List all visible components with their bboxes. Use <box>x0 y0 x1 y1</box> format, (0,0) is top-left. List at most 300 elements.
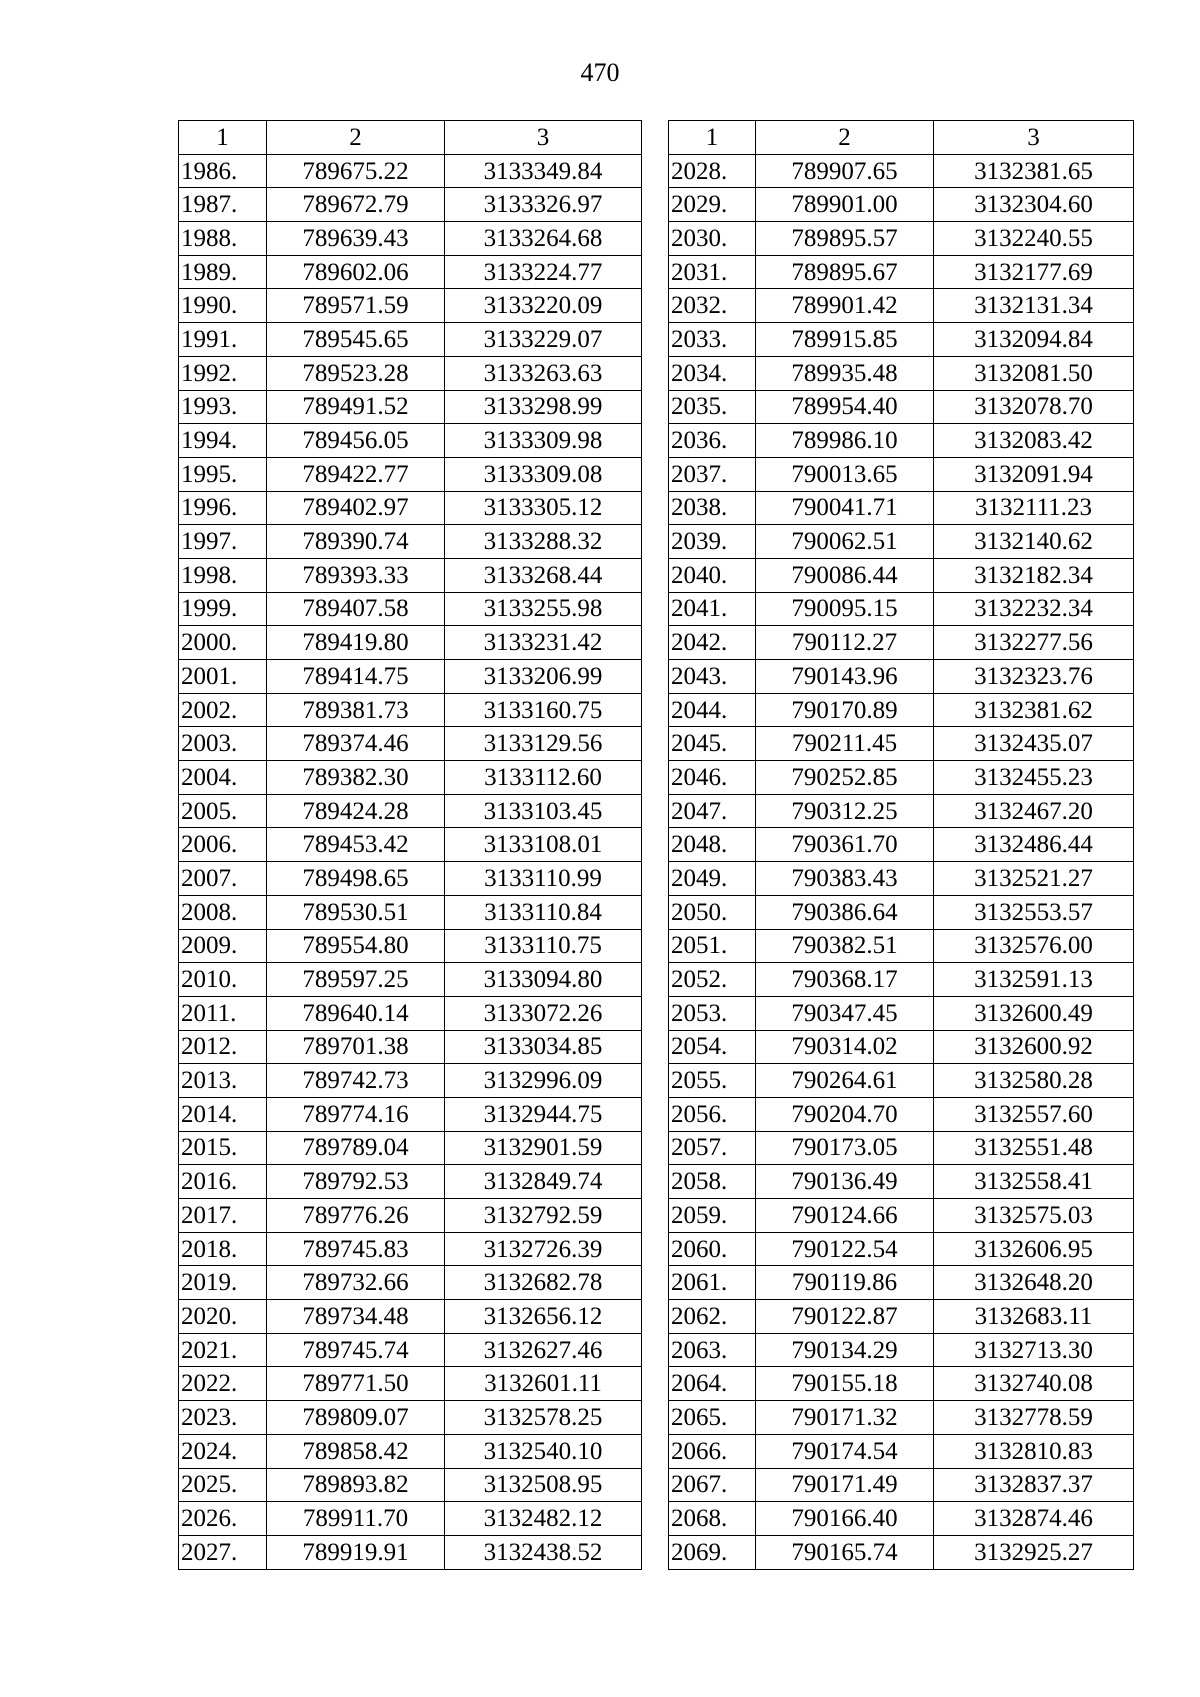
point-number-cell: 2045. <box>669 727 756 761</box>
y-coordinate-cell: 3132682.78 <box>445 1266 642 1300</box>
x-coordinate-cell: 789422.77 <box>267 457 445 491</box>
x-coordinate-cell: 790252.85 <box>756 761 934 795</box>
point-number-cell: 2041. <box>669 592 756 626</box>
y-coordinate-cell: 3132648.20 <box>934 1266 1134 1300</box>
table-row <box>179 895 642 929</box>
y-coordinate-cell: 3133298.99 <box>445 390 642 424</box>
table-row <box>179 1232 642 1266</box>
table-row <box>179 794 642 828</box>
point-number-cell: 2064. <box>669 1367 756 1401</box>
point-number-cell: 2000. <box>179 626 267 660</box>
table-row <box>669 1232 1134 1266</box>
point-number-cell: 2013. <box>179 1064 267 1098</box>
y-coordinate-cell: 3132323.76 <box>934 660 1134 694</box>
table-row <box>179 761 642 795</box>
point-number-cell: 2021. <box>179 1333 267 1367</box>
table-row <box>669 1064 1134 1098</box>
point-number-cell: 2044. <box>669 693 756 727</box>
x-coordinate-cell: 790155.18 <box>756 1367 934 1401</box>
x-coordinate-cell: 790171.32 <box>756 1401 934 1435</box>
table-row <box>179 457 642 491</box>
point-number-cell: 2047. <box>669 794 756 828</box>
table-row <box>669 1434 1134 1468</box>
table-row <box>179 1401 642 1435</box>
y-coordinate-cell: 3133110.84 <box>445 895 642 929</box>
table-row <box>669 289 1134 323</box>
table-row <box>669 828 1134 862</box>
point-number-cell: 1989. <box>179 255 267 289</box>
header-cell: 1 <box>179 121 267 155</box>
y-coordinate-cell: 3133108.01 <box>445 828 642 862</box>
table-row <box>669 794 1134 828</box>
point-number-cell: 2018. <box>179 1232 267 1266</box>
point-number-cell: 2056. <box>669 1097 756 1131</box>
point-number-cell: 2027. <box>179 1535 267 1569</box>
x-coordinate-cell: 789530.51 <box>267 895 445 929</box>
x-coordinate-cell: 789381.73 <box>267 693 445 727</box>
x-coordinate-cell: 789402.97 <box>267 491 445 525</box>
y-coordinate-cell: 3132656.12 <box>445 1300 642 1334</box>
x-coordinate-cell: 789915.85 <box>756 323 934 357</box>
header-cell: 3 <box>934 121 1134 155</box>
page-number: 470 <box>580 58 620 87</box>
point-number-cell: 2016. <box>179 1165 267 1199</box>
point-number-cell: 1988. <box>179 222 267 256</box>
table-row <box>669 424 1134 458</box>
x-coordinate-cell: 790204.70 <box>756 1097 934 1131</box>
table-row <box>179 626 642 660</box>
x-coordinate-cell: 789986.10 <box>756 424 934 458</box>
point-number-cell: 1999. <box>179 592 267 626</box>
x-coordinate-cell: 790368.17 <box>756 963 934 997</box>
point-number-cell: 2029. <box>669 188 756 222</box>
table-row <box>669 1300 1134 1334</box>
point-number-cell: 2009. <box>179 929 267 963</box>
x-coordinate-cell: 790086.44 <box>756 558 934 592</box>
header-cell: 2 <box>756 121 934 155</box>
table-row <box>179 929 642 963</box>
x-coordinate-cell: 789701.38 <box>267 1030 445 1064</box>
x-coordinate-cell: 789858.42 <box>267 1434 445 1468</box>
table-row <box>669 996 1134 1030</box>
x-coordinate-cell: 789742.73 <box>267 1064 445 1098</box>
table-row <box>179 1367 642 1401</box>
x-coordinate-cell: 789419.80 <box>267 626 445 660</box>
y-coordinate-cell: 3132557.60 <box>934 1097 1134 1131</box>
table-row <box>669 963 1134 997</box>
x-coordinate-cell: 790211.45 <box>756 727 934 761</box>
point-number-cell: 2066. <box>669 1434 756 1468</box>
x-coordinate-cell: 790013.65 <box>756 457 934 491</box>
point-number-cell: 2001. <box>179 660 267 694</box>
coordinates-table-left <box>178 120 642 1570</box>
table-row <box>669 390 1134 424</box>
x-coordinate-cell: 789774.16 <box>267 1097 445 1131</box>
x-coordinate-cell: 789498.65 <box>267 862 445 896</box>
point-number-cell: 2020. <box>179 1300 267 1334</box>
y-coordinate-cell: 3133206.99 <box>445 660 642 694</box>
x-coordinate-cell: 789554.80 <box>267 929 445 963</box>
point-number-cell: 2006. <box>179 828 267 862</box>
y-coordinate-cell: 3132081.50 <box>934 356 1134 390</box>
table-row <box>179 1165 642 1199</box>
table-row <box>669 255 1134 289</box>
table-row <box>669 761 1134 795</box>
table-row <box>179 996 642 1030</box>
table-row <box>179 660 642 694</box>
y-coordinate-cell: 3132558.41 <box>934 1165 1134 1199</box>
table-row <box>669 693 1134 727</box>
point-number-cell: 2055. <box>669 1064 756 1098</box>
point-number-cell: 2061. <box>669 1266 756 1300</box>
y-coordinate-cell: 3133129.56 <box>445 727 642 761</box>
point-number-cell: 2049. <box>669 862 756 896</box>
x-coordinate-cell: 790171.49 <box>756 1468 934 1502</box>
point-number-cell: 2040. <box>669 558 756 592</box>
y-coordinate-cell: 3133263.63 <box>445 356 642 390</box>
point-number-cell: 1990. <box>179 289 267 323</box>
point-number-cell: 1986. <box>179 154 267 188</box>
point-number-cell: 2007. <box>179 862 267 896</box>
table-row <box>179 491 642 525</box>
y-coordinate-cell: 3133112.60 <box>445 761 642 795</box>
y-coordinate-cell: 3132740.08 <box>934 1367 1134 1401</box>
x-coordinate-cell: 789771.50 <box>267 1367 445 1401</box>
x-coordinate-cell: 789382.30 <box>267 761 445 795</box>
y-coordinate-cell: 3132944.75 <box>445 1097 642 1131</box>
y-coordinate-cell: 3132240.55 <box>934 222 1134 256</box>
y-coordinate-cell: 3132837.37 <box>934 1468 1134 1502</box>
y-coordinate-cell: 3132578.25 <box>445 1401 642 1435</box>
table-row <box>179 1097 642 1131</box>
point-number-cell: 2048. <box>669 828 756 862</box>
table-row <box>669 862 1134 896</box>
y-coordinate-cell: 3132381.62 <box>934 693 1134 727</box>
x-coordinate-cell: 789456.05 <box>267 424 445 458</box>
point-number-cell: 2017. <box>179 1199 267 1233</box>
table-row <box>179 1333 642 1367</box>
y-coordinate-cell: 3133268.44 <box>445 558 642 592</box>
x-coordinate-cell: 790314.02 <box>756 1030 934 1064</box>
y-coordinate-cell: 3132606.95 <box>934 1232 1134 1266</box>
y-coordinate-cell: 3132925.27 <box>934 1535 1134 1569</box>
x-coordinate-cell: 789935.48 <box>756 356 934 390</box>
table-row <box>179 154 642 188</box>
table-row <box>179 289 642 323</box>
table-row <box>179 693 642 727</box>
x-coordinate-cell: 789602.06 <box>267 255 445 289</box>
table-row <box>669 929 1134 963</box>
y-coordinate-cell: 3132778.59 <box>934 1401 1134 1435</box>
point-number-cell: 2024. <box>179 1434 267 1468</box>
point-number-cell: 2051. <box>669 929 756 963</box>
point-number-cell: 2034. <box>669 356 756 390</box>
y-coordinate-cell: 3132438.52 <box>445 1535 642 1569</box>
table-row <box>669 626 1134 660</box>
point-number-cell: 2050. <box>669 895 756 929</box>
x-coordinate-cell: 789776.26 <box>267 1199 445 1233</box>
y-coordinate-cell: 3132627.46 <box>445 1333 642 1367</box>
table-row <box>669 525 1134 559</box>
point-number-cell: 2060. <box>669 1232 756 1266</box>
x-coordinate-cell: 789523.28 <box>267 356 445 390</box>
y-coordinate-cell: 3133220.09 <box>445 289 642 323</box>
x-coordinate-cell: 790119.86 <box>756 1266 934 1300</box>
y-coordinate-cell: 3132094.84 <box>934 323 1134 357</box>
y-coordinate-cell: 3133229.07 <box>445 323 642 357</box>
table-row <box>669 660 1134 694</box>
point-number-cell: 1992. <box>179 356 267 390</box>
y-coordinate-cell: 3132111.23 <box>934 491 1134 525</box>
table-row <box>669 188 1134 222</box>
x-coordinate-cell: 789895.67 <box>756 255 934 289</box>
y-coordinate-cell: 3133110.75 <box>445 929 642 963</box>
point-number-cell: 1991. <box>179 323 267 357</box>
point-number-cell: 2043. <box>669 660 756 694</box>
point-number-cell: 2053. <box>669 996 756 1030</box>
x-coordinate-cell: 790095.15 <box>756 592 934 626</box>
x-coordinate-cell: 789640.14 <box>267 996 445 1030</box>
header-cell: 2 <box>267 121 445 155</box>
point-number-cell: 2038. <box>669 491 756 525</box>
table-row <box>669 592 1134 626</box>
y-coordinate-cell: 3132810.83 <box>934 1434 1134 1468</box>
x-coordinate-cell: 790361.70 <box>756 828 934 862</box>
y-coordinate-cell: 3132521.27 <box>934 862 1134 896</box>
y-coordinate-cell: 3132575.03 <box>934 1199 1134 1233</box>
y-coordinate-cell: 3132078.70 <box>934 390 1134 424</box>
point-number-cell: 2011. <box>179 996 267 1030</box>
x-coordinate-cell: 789919.91 <box>267 1535 445 1569</box>
point-number-cell: 2023. <box>179 1401 267 1435</box>
x-coordinate-cell: 789911.70 <box>267 1502 445 1536</box>
y-coordinate-cell: 3132083.42 <box>934 424 1134 458</box>
table-row <box>669 1333 1134 1367</box>
table-row <box>179 1064 642 1098</box>
x-coordinate-cell: 789745.74 <box>267 1333 445 1367</box>
y-coordinate-cell: 3132591.13 <box>934 963 1134 997</box>
y-coordinate-cell: 3133255.98 <box>445 592 642 626</box>
y-coordinate-cell: 3132177.69 <box>934 255 1134 289</box>
table-header-row <box>669 121 1134 155</box>
x-coordinate-cell: 789545.65 <box>267 323 445 357</box>
table-row <box>179 1131 642 1165</box>
x-coordinate-cell: 790174.54 <box>756 1434 934 1468</box>
table-row <box>669 457 1134 491</box>
table-row <box>669 356 1134 390</box>
y-coordinate-cell: 3132580.28 <box>934 1064 1134 1098</box>
table-row <box>179 727 642 761</box>
x-coordinate-cell: 789901.00 <box>756 188 934 222</box>
y-coordinate-cell: 3132486.44 <box>934 828 1134 862</box>
point-number-cell: 2014. <box>179 1097 267 1131</box>
point-number-cell: 2004. <box>179 761 267 795</box>
y-coordinate-cell: 3132140.62 <box>934 525 1134 559</box>
y-coordinate-cell: 3133309.98 <box>445 424 642 458</box>
table-row <box>669 1401 1134 1435</box>
x-coordinate-cell: 790170.89 <box>756 693 934 727</box>
y-coordinate-cell: 3132683.11 <box>934 1300 1134 1334</box>
x-coordinate-cell: 789893.82 <box>267 1468 445 1502</box>
y-coordinate-cell: 3133288.32 <box>445 525 642 559</box>
y-coordinate-cell: 3132792.59 <box>445 1199 642 1233</box>
x-coordinate-cell: 789374.46 <box>267 727 445 761</box>
y-coordinate-cell: 3133160.75 <box>445 693 642 727</box>
point-number-cell: 1997. <box>179 525 267 559</box>
table-row <box>179 390 642 424</box>
x-coordinate-cell: 790122.54 <box>756 1232 934 1266</box>
y-coordinate-cell: 3132381.65 <box>934 154 1134 188</box>
table-row <box>179 525 642 559</box>
y-coordinate-cell: 3132482.12 <box>445 1502 642 1536</box>
y-coordinate-cell: 3132601.11 <box>445 1367 642 1401</box>
y-coordinate-cell: 3132182.34 <box>934 558 1134 592</box>
y-coordinate-cell: 3133326.97 <box>445 188 642 222</box>
table-row <box>669 1131 1134 1165</box>
y-coordinate-cell: 3132713.30 <box>934 1333 1134 1367</box>
table-row <box>179 1199 642 1233</box>
x-coordinate-cell: 790166.40 <box>756 1502 934 1536</box>
point-number-cell: 2068. <box>669 1502 756 1536</box>
coordinates-table-right <box>668 120 1134 1570</box>
y-coordinate-cell: 3132849.74 <box>445 1165 642 1199</box>
table-row <box>179 255 642 289</box>
table-row <box>179 862 642 896</box>
x-coordinate-cell: 789789.04 <box>267 1131 445 1165</box>
y-coordinate-cell: 3133103.45 <box>445 794 642 828</box>
table-row <box>669 1535 1134 1569</box>
point-number-cell: 2028. <box>669 154 756 188</box>
y-coordinate-cell: 3133110.99 <box>445 862 642 896</box>
y-coordinate-cell: 3132435.07 <box>934 727 1134 761</box>
y-coordinate-cell: 3132131.34 <box>934 289 1134 323</box>
y-coordinate-cell: 3132553.57 <box>934 895 1134 929</box>
table-row <box>179 188 642 222</box>
x-coordinate-cell: 789745.83 <box>267 1232 445 1266</box>
table-header-row <box>179 121 642 155</box>
y-coordinate-cell: 3132874.46 <box>934 1502 1134 1536</box>
y-coordinate-cell: 3132455.23 <box>934 761 1134 795</box>
x-coordinate-cell: 789597.25 <box>267 963 445 997</box>
table-row <box>669 895 1134 929</box>
y-coordinate-cell: 3133349.84 <box>445 154 642 188</box>
table-row <box>669 1502 1134 1536</box>
x-coordinate-cell: 790264.61 <box>756 1064 934 1098</box>
point-number-cell: 2003. <box>179 727 267 761</box>
y-coordinate-cell: 3132540.10 <box>445 1434 642 1468</box>
y-coordinate-cell: 3133231.42 <box>445 626 642 660</box>
table-row <box>669 558 1134 592</box>
x-coordinate-cell: 790124.66 <box>756 1199 934 1233</box>
point-number-cell: 2015. <box>179 1131 267 1165</box>
y-coordinate-cell: 3133264.68 <box>445 222 642 256</box>
point-number-cell: 1987. <box>179 188 267 222</box>
header-cell: 1 <box>669 121 756 155</box>
point-number-cell: 2067. <box>669 1468 756 1502</box>
table-row <box>669 222 1134 256</box>
x-coordinate-cell: 789732.66 <box>267 1266 445 1300</box>
y-coordinate-cell: 3132576.00 <box>934 929 1134 963</box>
table-row <box>179 1535 642 1569</box>
x-coordinate-cell: 790112.27 <box>756 626 934 660</box>
y-coordinate-cell: 3132600.92 <box>934 1030 1134 1064</box>
x-coordinate-cell: 789639.43 <box>267 222 445 256</box>
y-coordinate-cell: 3132551.48 <box>934 1131 1134 1165</box>
point-number-cell: 2042. <box>669 626 756 660</box>
point-number-cell: 2012. <box>179 1030 267 1064</box>
x-coordinate-cell: 789809.07 <box>267 1401 445 1435</box>
y-coordinate-cell: 3132091.94 <box>934 457 1134 491</box>
point-number-cell: 2058. <box>669 1165 756 1199</box>
x-coordinate-cell: 789407.58 <box>267 592 445 626</box>
table-row <box>179 828 642 862</box>
y-coordinate-cell: 3133034.85 <box>445 1030 642 1064</box>
point-number-cell: 2025. <box>179 1468 267 1502</box>
x-coordinate-cell: 790173.05 <box>756 1131 934 1165</box>
table-row <box>669 1468 1134 1502</box>
table-row <box>669 1367 1134 1401</box>
x-coordinate-cell: 789453.42 <box>267 828 445 862</box>
y-coordinate-cell: 3132996.09 <box>445 1064 642 1098</box>
table-row <box>179 1468 642 1502</box>
point-number-cell: 2035. <box>669 390 756 424</box>
point-number-cell: 1993. <box>179 390 267 424</box>
point-number-cell: 2005. <box>179 794 267 828</box>
x-coordinate-cell: 790347.45 <box>756 996 934 1030</box>
table-row <box>669 154 1134 188</box>
x-coordinate-cell: 789393.33 <box>267 558 445 592</box>
header-cell: 3 <box>445 121 642 155</box>
table-row <box>179 1502 642 1536</box>
point-number-cell: 1998. <box>179 558 267 592</box>
table-row <box>669 1097 1134 1131</box>
table-row <box>669 1030 1134 1064</box>
x-coordinate-cell: 789792.53 <box>267 1165 445 1199</box>
point-number-cell: 2063. <box>669 1333 756 1367</box>
x-coordinate-cell: 789907.65 <box>756 154 934 188</box>
x-coordinate-cell: 790041.71 <box>756 491 934 525</box>
point-number-cell: 2065. <box>669 1401 756 1435</box>
point-number-cell: 2032. <box>669 289 756 323</box>
x-coordinate-cell: 789901.42 <box>756 289 934 323</box>
point-number-cell: 1994. <box>179 424 267 458</box>
point-number-cell: 2002. <box>179 693 267 727</box>
point-number-cell: 1996. <box>179 491 267 525</box>
x-coordinate-cell: 790383.43 <box>756 862 934 896</box>
table-row <box>179 356 642 390</box>
x-coordinate-cell: 789675.22 <box>267 154 445 188</box>
y-coordinate-cell: 3132232.34 <box>934 592 1134 626</box>
x-coordinate-cell: 789424.28 <box>267 794 445 828</box>
point-number-cell: 2046. <box>669 761 756 795</box>
y-coordinate-cell: 3133309.08 <box>445 457 642 491</box>
table-row <box>669 1266 1134 1300</box>
table-row <box>179 558 642 592</box>
x-coordinate-cell: 789672.79 <box>267 188 445 222</box>
x-coordinate-cell: 789895.57 <box>756 222 934 256</box>
table-row <box>669 491 1134 525</box>
table-row <box>179 424 642 458</box>
point-number-cell: 2037. <box>669 457 756 491</box>
y-coordinate-cell: 3133094.80 <box>445 963 642 997</box>
x-coordinate-cell: 789390.74 <box>267 525 445 559</box>
table-row <box>179 963 642 997</box>
x-coordinate-cell: 790136.49 <box>756 1165 934 1199</box>
table-row <box>669 1165 1134 1199</box>
point-number-cell: 2026. <box>179 1502 267 1536</box>
table-row <box>179 222 642 256</box>
point-number-cell: 2039. <box>669 525 756 559</box>
